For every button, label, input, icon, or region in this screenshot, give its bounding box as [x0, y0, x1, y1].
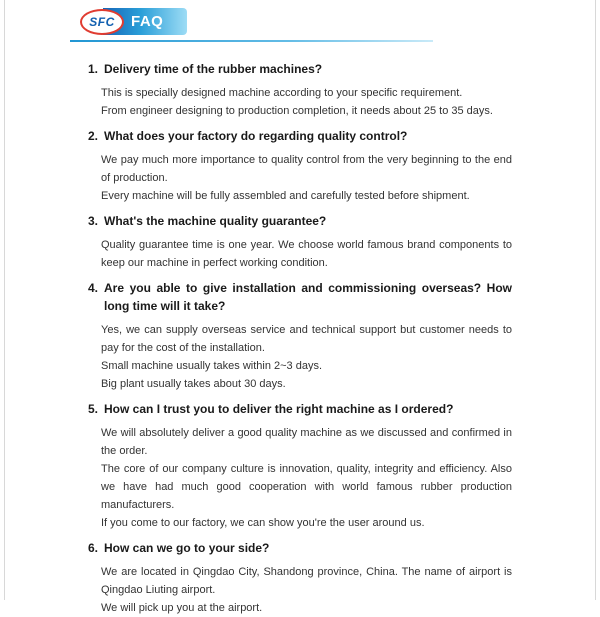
faq-banner-label: FAQ — [131, 13, 164, 30]
header-underline — [70, 40, 433, 42]
question-text: Delivery time of the rubber machines? — [104, 62, 323, 76]
faq-answer: From engineer designing to production completion, it needs about 25 to 35 days. — [101, 105, 493, 117]
question-text: What does your factory do regarding quality control? — [104, 129, 408, 143]
page-header — [0, 0, 600, 52]
faq-answer: We will pick up you at the airport. — [101, 602, 263, 614]
faq-answer: Every machine will be fully assembled and carefully tested before shipment. — [101, 190, 470, 202]
faq-question — [88, 400, 512, 418]
faq-item-6 — [88, 539, 512, 617]
faq-item-4 — [88, 279, 512, 393]
faq-item-2 — [88, 127, 512, 205]
sfc-logo-text: SFC — [89, 15, 115, 29]
faq-answer: This is specially designed machine according to your specific requirement. — [101, 87, 463, 99]
faq-answer: Big plant usually takes about 30 days. — [101, 378, 286, 390]
sfc-logo — [80, 9, 124, 35]
faq-list — [0, 52, 600, 617]
question-number: 1. — [88, 62, 99, 76]
faq-question — [88, 539, 512, 557]
faq-answer: If you come to our factory, we can show you're the user around us. — [101, 517, 425, 529]
question-number: 6. — [88, 541, 99, 555]
faq-answer: We pay much more importance to quality control from the very beginning to the end of production. — [101, 154, 512, 184]
faq-answer: Quality guarantee time is one year. We choose world famous brand components to keep our machine in perfect working condition. — [101, 239, 512, 269]
faq-answer: The core of our company culture is innovation, quality, integrity and efficiency. Also we have had much good cooperation with world famous rubber production manufacturers. — [101, 463, 512, 511]
faq-answer: We will absolutely deliver a good quality machine as we discussed and confirmed in the order. — [101, 427, 512, 457]
faq-answer: Small machine usually takes within 2~3 days. — [101, 360, 323, 372]
faq-answer: Yes, we can supply overseas service and technical support but customer needs to pay for the cost of the installation. — [101, 324, 512, 354]
faq-answer: We are located in Qingdao City, Shandong province, China. The name of airport is Qingdao Liuting airport. — [101, 566, 512, 596]
question-text: How can I trust you to deliver the right machine as I ordered? — [104, 402, 454, 416]
faq-item-3 — [88, 212, 512, 272]
question-text: What's the machine quality guarantee? — [104, 214, 327, 228]
faq-question — [88, 60, 512, 78]
faq-question — [88, 279, 512, 315]
faq-item-1 — [88, 60, 512, 120]
question-text: How can we go to your side? — [104, 541, 270, 555]
question-number: 3. — [88, 214, 99, 228]
question-number: 2. — [88, 129, 99, 143]
faq-question — [88, 212, 512, 230]
question-number: 5. — [88, 402, 99, 416]
faq-item-5 — [88, 400, 512, 532]
faq-question — [88, 127, 512, 145]
question-text: Are you able to give installation and commissioning overseas? How long time will it take? — [104, 281, 512, 313]
question-number: 4. — [88, 281, 99, 295]
